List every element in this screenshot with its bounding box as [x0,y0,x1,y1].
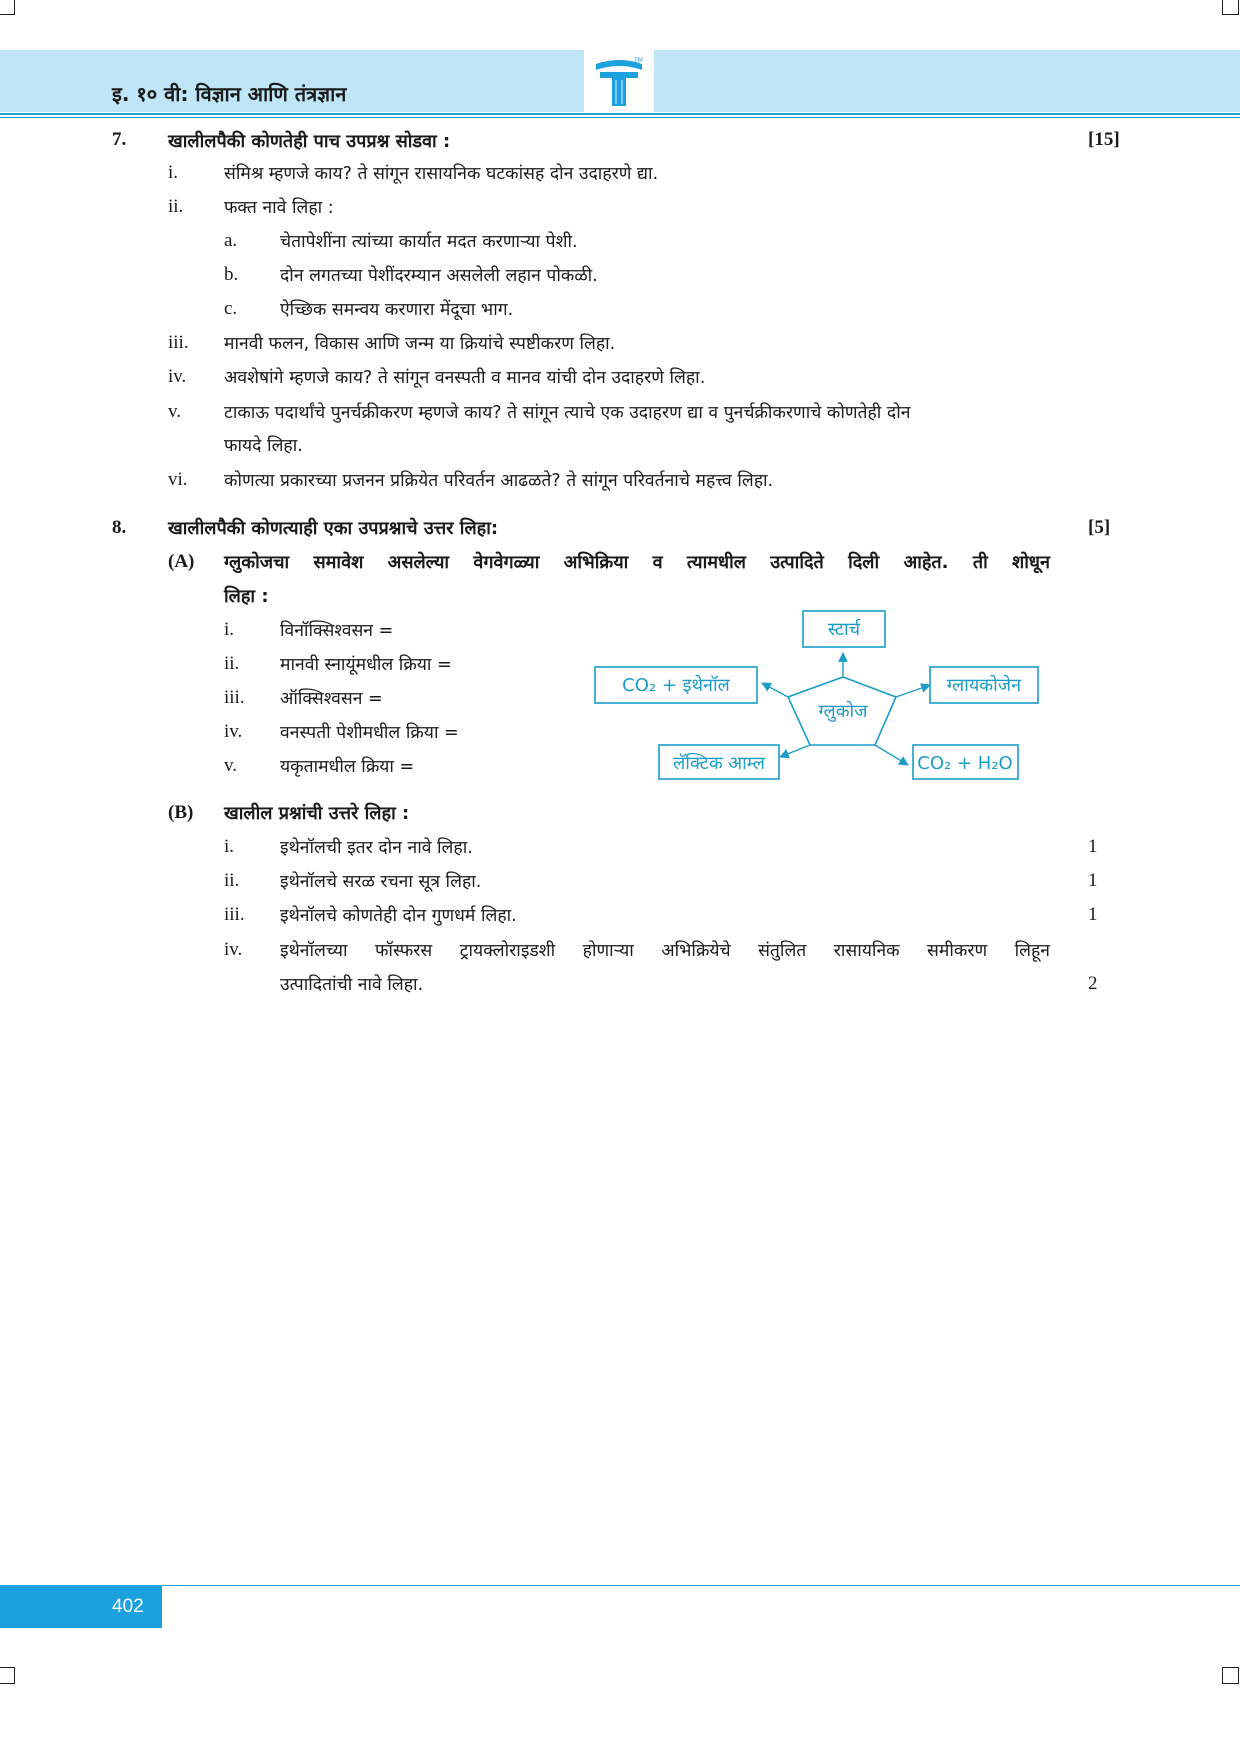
q8-a-item-text: ऑक्सिश्वसन = [280,689,383,709]
q8-a-item-text: वनस्पती पेशीमधील क्रिया = [280,723,459,743]
q7-item-text: संमिश्र म्हणजे काय? ते सांगून रासायनिक घटकांसह दोन उदाहरणे द्या. [224,164,659,184]
q8-b-item-marks: 1 [1088,904,1098,925]
q8-b-label: (B) [168,802,194,823]
svg-text:TM: TM [634,57,643,64]
q8-a-item-text: मानवी स्नायूंमधील क्रिया = [280,655,452,675]
arrow-to-glycogen [896,685,930,697]
q8-b-title: खालील प्रश्नांची उत्तरे लिहा : [224,803,410,824]
arrow-to-lactic [780,745,810,757]
crop-mark-bottom-left [0,1667,15,1684]
q8-a-item-num: i. [224,619,235,640]
q7-item-text: अवशेषांगे म्हणजे काय? ते सांगून वनस्पती व मानव यांची दोन उदाहरणे लिहा. [224,368,706,388]
q8-a-item-text: यकृतामधील क्रिया = [280,757,415,777]
co2-ethanol-label: CO₂ + इथेनॉल [622,675,730,696]
publisher-logo [584,50,654,112]
crop-mark-top-right [1222,0,1239,15]
q7-sub-text: ऐच्छिक समन्वय करणारा मेंदूचा भाग. [280,300,514,320]
q8-a-item-num: iii. [224,687,245,708]
q7-item-text: कोणत्या प्रकारच्या प्रजनन प्रक्रियेत परिवर्तन आढळते? ते सांगून परिवर्तनाचे महत्त्व लिहा. [224,471,774,491]
q8-b-item-marks: 2 [1088,973,1098,994]
glucose-reaction-diagram [590,605,1050,785]
co2-h2o-label: CO₂ + H₂O [917,753,1013,774]
q7-item-text: मानवी फलन, विकास आणि जन्म या क्रियांचे स्पष्टीकरण लिहा. [224,334,616,354]
q8-b-item-marks: 1 [1088,870,1098,891]
q7-sub-num: a. [224,230,238,251]
q8-b-item-num: iv. [224,939,243,960]
q7-item-num: vi. [168,469,188,490]
q8-a-title-cont: लिहा : [224,586,269,607]
q8-b-item-text: इथेनॉलच्या फॉस्फरस ट्रायक्लोराइडशी होणाऱ्या अभिक्रियेचे संतुलित रासायनिक समीकरण लिहून [280,941,1050,961]
q7-sub-text: दोन लगतच्या पेशींदरम्यान असलेली लहान पोकळी. [280,266,598,286]
arrow-to-co2-ethanol [762,683,788,697]
q8-b-item-text-cont: उत्पादितांची नावे लिहा. [280,975,424,995]
q7-marks: [15] [1088,129,1120,150]
crop-mark-bottom-right [1222,1667,1239,1684]
q8-b-item-num: iii. [224,904,245,925]
q7-item-text-cont: फायदे लिहा. [224,436,303,456]
q7-item-num: i. [168,162,179,183]
starch-label: स्टार्च [827,619,861,640]
q7-item-num: ii. [168,196,184,217]
q7-item-text: फक्त नावे लिहा : [224,198,334,218]
q7-item-num: iii. [168,332,189,353]
q8-b-item-marks: 1 [1088,836,1098,857]
q8-a-item-text: विनॉक्सिश्वसन = [280,621,394,641]
pillar-logo-icon [584,50,654,112]
q8-a-item-num: ii. [224,653,240,674]
q8-title: खालीलपैकी कोणत्याही एका उपप्रश्नाचे उत्तर लिहा: [168,518,499,539]
q8-b-item-num: i. [224,836,235,857]
header-rule-thin [0,117,1240,118]
q7-title: खालीलपैकी कोणतेही पाच उपप्रश्न सोडवा : [168,131,451,152]
footer-rule [0,1585,1240,1586]
page-number: 402 [112,1596,144,1617]
q8-a-item-num: iv. [224,721,243,742]
q7-item-text: टाकाऊ पदार्थांचे पुनर्चक्रीकरण म्हणजे काय? ते सांगून त्याचे एक उदाहरण द्या व पुनर्चक्रीकरणाचे कोणतेही दोन [224,403,911,423]
q7-sub-num: b. [224,264,239,285]
q8-a-label: (A) [168,551,195,572]
crop-mark-top-left [0,0,15,15]
q7-sub-text: चेतापेशींना त्यांच्या कार्यात मदत करणाऱ्या पेशी. [280,232,578,252]
q8-number: 8. [112,517,127,538]
header-rule [0,113,1240,115]
q7-item-num: iv. [168,366,187,387]
q8-b-item-text: इथेनॉलचे कोणतेही दोन गुणधर्म लिहा. [280,906,517,926]
header-title: इ. १० वी: विज्ञान आणि तंत्रज्ञान [112,82,347,106]
lactic-acid-label: लॅक्टिक आम्ल [673,753,765,774]
q7-item-num: v. [168,401,182,422]
glucose-label: ग्लुकोज [818,701,868,722]
q8-b-item-text: इथेनॉलची इतर दोन नावे लिहा. [280,838,473,858]
q8-marks: [5] [1088,517,1111,538]
glycogen-label: ग्लायकोजेन [946,675,1022,696]
q8-b-item-num: ii. [224,870,240,891]
q7-sub-num: c. [224,298,238,319]
q7-number: 7. [112,129,127,150]
q8-a-item-num: v. [224,755,238,776]
q8-b-item-text: इथेनॉलचे सरळ रचना सूत्र लिहा. [280,872,482,892]
q8-a-title: ग्लुकोजचा समावेश असलेल्या वेगवेगळ्या अभिक्रिया व त्यामधील उत्पादिते दिली आहेत. ती शोधून [224,552,1050,573]
arrow-to-co2-h2o [875,745,908,765]
